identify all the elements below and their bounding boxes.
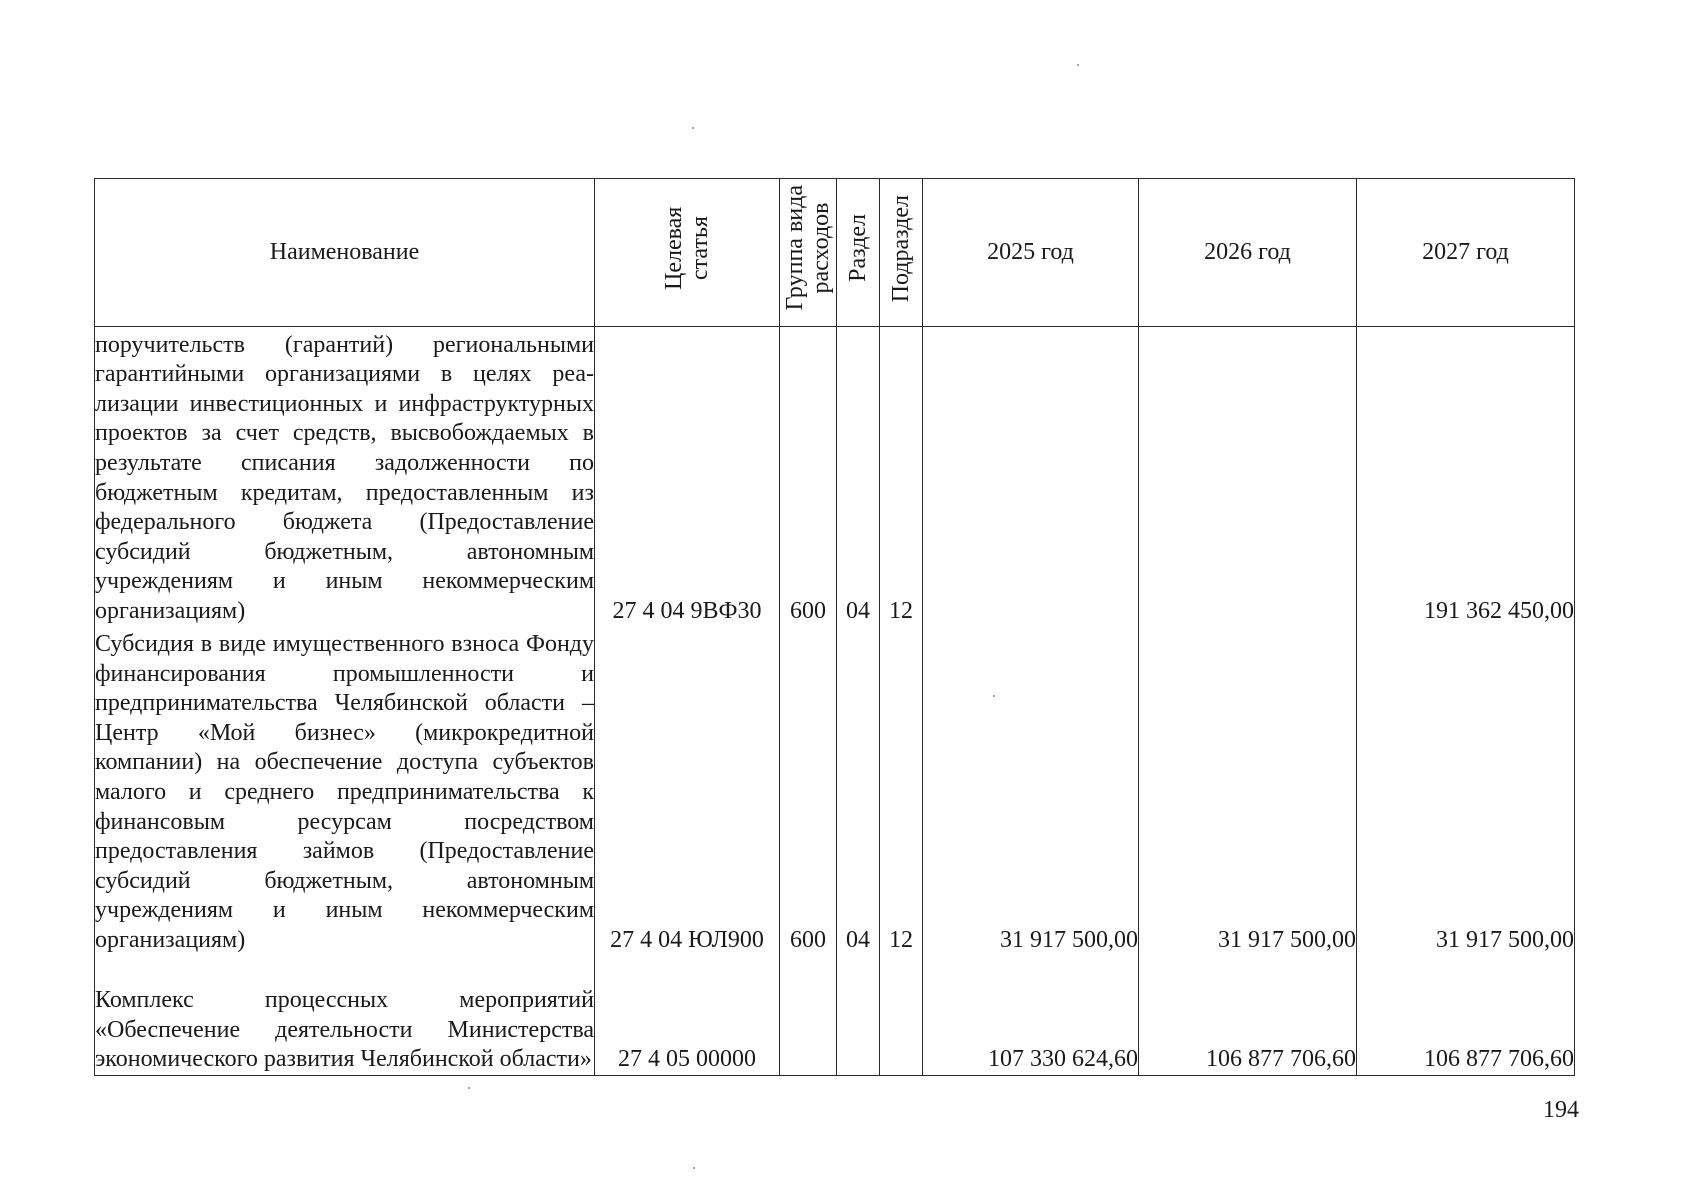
row-target-article: 27 4 04 9ВФ30 xyxy=(595,327,780,627)
row-value-2026 xyxy=(1139,327,1357,627)
row-value-2025 xyxy=(923,327,1139,627)
row-expense-group: 600 xyxy=(780,627,837,956)
row-expense-group xyxy=(780,956,837,1076)
row-name: Субсидия в виде имущественного взноса Фонду финансирования промышленности и предпринимательства Челябинской области – Центр «Мой бизнес» (микрокредитной компании) на обеспечение доступа субъектов малого и среднего предпринимательства к финансовым ресурсам посредством предоставления займов (Предоставление субсидий бюджетным, автономным учреждениям и иным некоммерческим организациям) xyxy=(95,627,595,956)
scan-speck xyxy=(692,127,694,129)
row-subsection: 12 xyxy=(880,627,923,956)
table-row xyxy=(95,627,1575,956)
row-expense-group: 600 xyxy=(780,327,837,627)
header-name: Наименование xyxy=(95,179,595,327)
table-row xyxy=(95,327,1575,627)
row-value-2026: 106 877 706,60 xyxy=(1139,956,1357,1076)
row-section xyxy=(837,956,880,1076)
row-target-article: 27 4 05 00000 xyxy=(595,956,780,1076)
row-section: 04 xyxy=(837,627,880,956)
page-number: 194 xyxy=(1543,1097,1579,1123)
scan-speck xyxy=(1077,64,1079,66)
row-value-2027: 106 877 706,60 xyxy=(1357,956,1575,1076)
header-2027: 2027 год xyxy=(1357,179,1575,327)
scan-speck xyxy=(693,1167,695,1169)
row-value-2025: 31 917 500,00 xyxy=(923,627,1139,956)
row-subsection xyxy=(880,956,923,1076)
table-header-row xyxy=(95,179,1575,327)
header-section: Раздел xyxy=(837,179,880,327)
row-name: Комплекс процессных мероприятий «Обеспечение деятельности Министерства экономического развития Челябинской области» xyxy=(95,956,595,1076)
row-target-article: 27 4 04 ЮЛ900 xyxy=(595,627,780,956)
row-section: 04 xyxy=(837,327,880,627)
header-2026: 2026 год xyxy=(1139,179,1357,327)
row-value-2027: 31 917 500,00 xyxy=(1357,627,1575,956)
row-value-2025: 107 330 624,60 xyxy=(923,956,1139,1076)
header-2025: 2025 год xyxy=(923,179,1139,327)
row-name: поручительств (гарантий) региональными гарантийными организациями в целях реализации инвестиционных и инфраструктурных проектов за счет средств, высвобождаемых в результате списания задолженности по бюджетным кредитам, предоставленным из федерального бюджета (Предоставление субсидий бюджетным, автономным учреждениям и иным некоммерческим организациям) xyxy=(95,327,595,627)
header-target-article: Целевая статья xyxy=(595,179,780,327)
scan-speck xyxy=(993,695,995,697)
row-value-2026: 31 917 500,00 xyxy=(1139,627,1357,956)
scan-speck xyxy=(468,1087,470,1089)
row-value-2027: 191 362 450,00 xyxy=(1357,327,1575,627)
row-subsection: 12 xyxy=(880,327,923,627)
budget-table xyxy=(94,178,1575,1076)
header-subsection: Подраздел xyxy=(880,179,923,327)
table-row xyxy=(95,956,1575,1076)
header-expense-group: Группа вида расходов xyxy=(780,179,837,327)
